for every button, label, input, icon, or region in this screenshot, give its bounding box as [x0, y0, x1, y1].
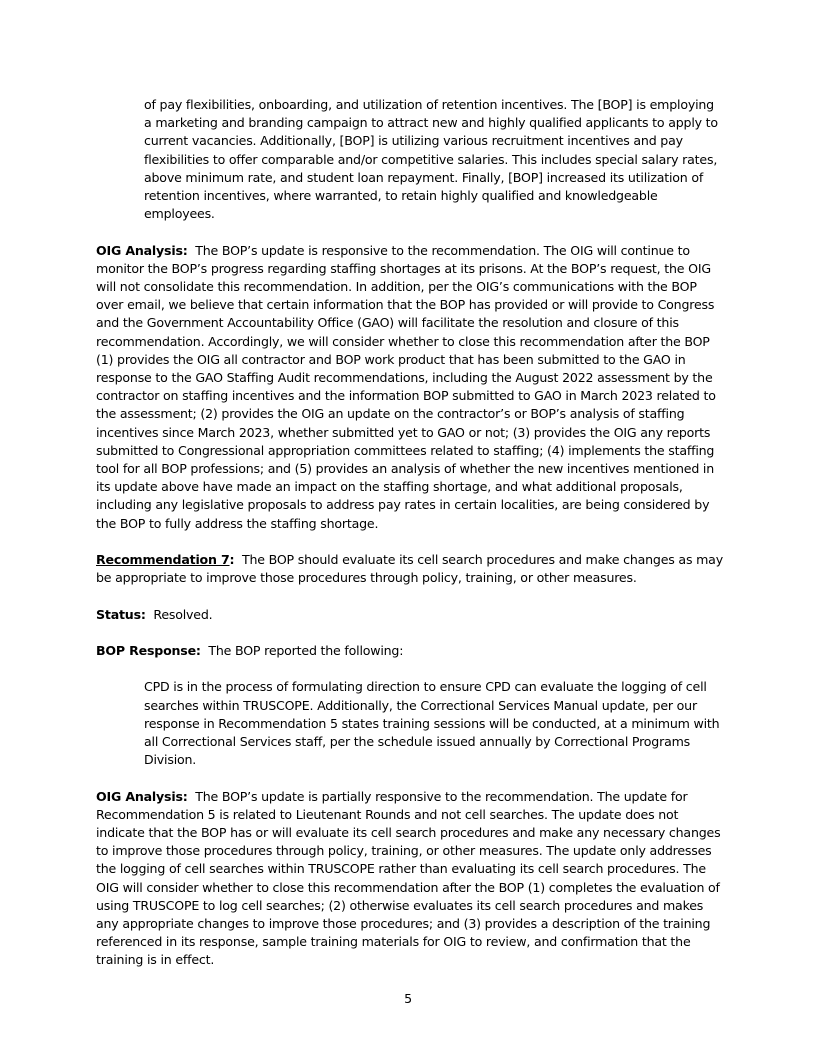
status-line [96, 606, 724, 624]
bop-response-text: The BOP reported the following: [208, 643, 404, 659]
page-content [96, 96, 724, 988]
bop-quote-cell-search: CPD is in the process of formulating direction to ensure CPD can evaluate the logging of cell searches within TRUSCOPE. Additionally, the Correctional Services Manual update, per our response in Recommendation 5 states training sessions will be conducted, at a minimum with all Correctional Services staff, per the schedule issued annually by Correctional Programs Division. [144, 679, 720, 768]
status-label: Status: [96, 606, 146, 622]
oig-analysis-text: The BOP’s update is partially responsive to the recommendation. The update for Recommendation 5 is related to Lieutenant Rounds and not cell searches. The update does not indicate that the BOP has or will evaluate its cell search procedures and make any necessary changes to improve those procedures through policy, training, or other measures. The update only addresses the logging of cell searches within TRUSCOPE rather than evaluating its cell search procedures. The OIG will consider whether to close this recommendation after the BOP (1) completes the evaluation of using TRUSCOPE to log cell searches; (2) otherwise evaluates its cell search procedures and makes any appropriate changes to improve those procedures; and (3) provides a description of the training referenced in its response, sample training materials for OIG to review, and confirmation that the training is in effect. [96, 788, 721, 968]
recommendation-label: Recommendation 7 [96, 552, 230, 568]
oig-analysis-rec6 [96, 242, 724, 533]
status-value: Resolved. [153, 606, 213, 622]
bop-response-label: BOP Response: [96, 643, 201, 659]
recommendation-colon: : [229, 552, 235, 568]
oig-analysis-rec7 [96, 788, 724, 970]
bop-quote-staffing: of pay flexibilities, onboarding, and utilization of retention incentives. The [BOP] is employing a marketing and branding campaign to attract new and highly qualified applicants to apply to current vacancies. Additionally, [BOP] is utilizing various recruitment incentives and pay flexibilities to offer comparable and/or competitive salaries. This includes special salary rates, above minimum rate, and student loan repayment. Finally, [BOP] increased its utilization of retention incentives, where warranted, to retain highly qualified and knowledgeable employees. [144, 97, 718, 222]
recommendation-text: The BOP should evaluate its cell search procedures and make changes as may be appropriate to improve those procedures through policy, training, or other measures. [96, 552, 723, 586]
recommendation-7 [96, 551, 724, 587]
oig-analysis-label: OIG Analysis: [96, 788, 188, 804]
oig-analysis-label: OIG Analysis: [96, 242, 188, 258]
oig-analysis-text: The BOP’s update is responsive to the recommendation. The OIG will continue to monitor the BOP’s progress regarding staffing shortages at its prisons. At the BOP’s request, the OIG will not consolidate this recommendation. In addition, per the OIG’s communications with the BOP over email, we believe that certain information that the BOP has provided or will provide to Congress and the Government Accountability Office (GAO) will facilitate the resolution and closure of this recommendation. Accordingly, we will consider whether to close this recommendation after the BOP (1) provides the OIG all contractor and BOP work product that has been submitted to the GAO in response to the GAO Staffing Audit recommendations, including the August 2022 assessment by the contractor on staffing incentives and the information BOP submitted to GAO in March 2023 related to the assessment; (2) provides the OIG an update on the contractor’s or BOP’s analysis of staffing incentives since March 2023, whether submitted yet to GAO or not; (3) provides the OIG any reports submitted to Congressional appropriation committees related to staffing; (4) implements the staffing tool for all BOP professions; and (5) provides an analysis of whether the new incentives mentioned in its update above have made an impact on the staffing shortage, and what additional proposals, including any legislative proposals to address pay rates in certain localities, are being considered by the BOP to fully address the staffing shortage. [96, 242, 716, 531]
page-number: 5 [404, 991, 412, 1006]
bop-response-line [96, 642, 724, 660]
